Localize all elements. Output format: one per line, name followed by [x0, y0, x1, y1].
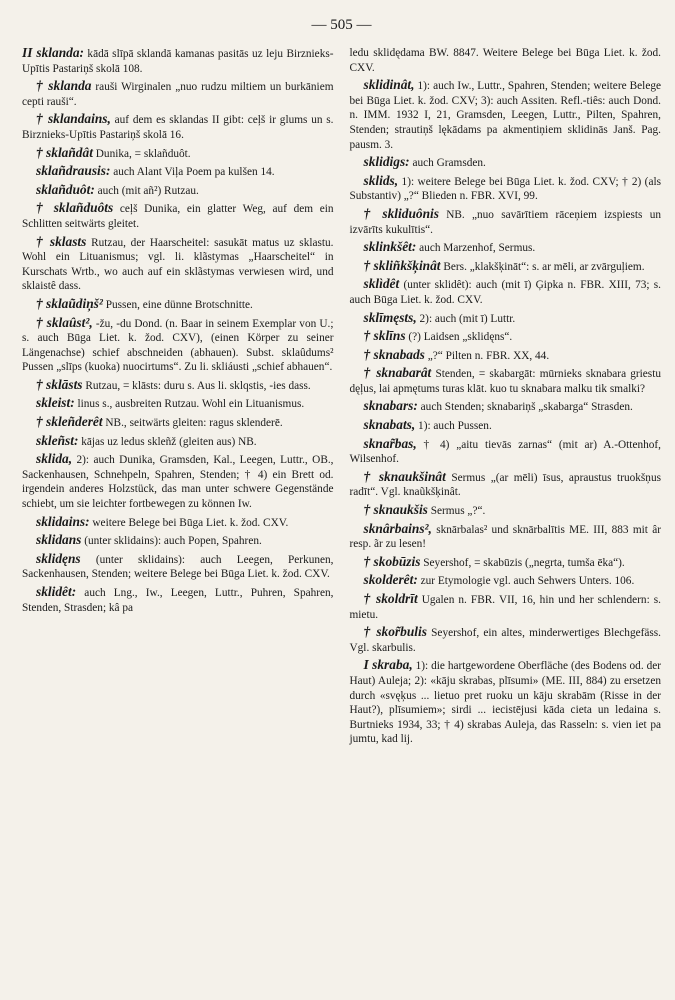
entry-definition: (?) Laidsen „sklidęns“.	[405, 331, 513, 344]
entry-headword: † skobūzis	[363, 553, 421, 569]
entry-definition: Rutzau, der Haarscheitel: sasukāt matus uz sklastu. Wohl ein Lituanismus; vgl. li. klãstymas „Haarscheitel“ in Kurschats Wrtb., wo auch auf ein sklãstymas verwiesen wird, und sklaistê dass.	[22, 236, 334, 293]
dictionary-entry	[350, 522, 662, 552]
entry-definition: 1): weitere Belege bei Būga Liet. k. žod. CXV; † 2) (als Substantiv) „?“ Blieden n. FBR. XVI, 99.	[349, 175, 661, 203]
entry-headword: † sknabads	[363, 346, 425, 362]
entry-headword: † sklañduôts	[36, 200, 114, 216]
entry-headword: sklīmęsts,	[363, 309, 417, 325]
dictionary-entry	[350, 658, 662, 747]
entry-definition: Bers. „klakšķināt“: s. ar mēli, ar zvārguļiem.	[440, 260, 645, 273]
entry-headword: † sknabarât	[363, 365, 432, 381]
entry-definition: rauši Wirginalen „nuo rudzu miltiem un burkāniem cepti rauši“.	[22, 81, 334, 108]
entry-definition: Seyershof, = skabūzis („negrta, tumša ēka“).	[420, 556, 625, 569]
dictionary-entry	[350, 470, 662, 500]
dictionary-entry	[350, 174, 662, 204]
dictionary-entry	[22, 316, 334, 375]
entry-definition: weitere Belege bei Būga Liet. k. žod. CXV.	[89, 516, 289, 529]
dictionary-entry	[22, 112, 334, 142]
entry-definition: kājas uz ledus skleñž (gleiten aus) NB.	[78, 435, 257, 448]
entry-definition: ceļš Dunika, ein glatter Weg, auf dem ein Schlitten seitwärts gleitet.	[22, 203, 334, 230]
entry-headword: † skor̃bulis	[363, 624, 427, 640]
dictionary-entry	[22, 235, 334, 294]
entry-definition: auch Alant Viļa Poem pa kulšen 14.	[110, 166, 275, 179]
entry-definition: „?“ Pilten n. FBR. XX, 44.	[424, 349, 550, 362]
dictionary-entry	[22, 146, 334, 162]
entry-headword: skolderêt:	[363, 572, 418, 588]
entry-definition: Pussen, eine dünne Brotschnitte.	[102, 298, 253, 311]
entry-headword: skleñst:	[36, 432, 79, 448]
entry-headword: † sklasts	[36, 233, 87, 249]
dictionary-entry	[22, 183, 334, 199]
dictionary-entry	[22, 515, 334, 531]
entry-definition: 2): auch (mit ī) Luttr.	[416, 312, 516, 325]
entry-headword: † sklaũdiņš²	[36, 295, 103, 311]
page-number: — 505 —	[311, 17, 372, 33]
entry-headword: † sklaûst²,	[36, 314, 93, 330]
dictionary-entry	[350, 311, 662, 327]
entry-headword: † skliñkšķinât	[363, 257, 441, 273]
entry-definition: Seyershof, ein altes, minderwertiges Blechgefäss. Vgl. skarbulis.	[349, 627, 662, 654]
entry-definition: ledu sklidędama BW. 8847. Weitere Belege bei Būga Liet. k. žod. CXV.	[349, 47, 661, 74]
entry-headword: † sknaukšinât	[363, 468, 446, 484]
entry-headword: † skliduônis	[363, 205, 439, 221]
dictionary-entry	[22, 201, 334, 231]
entry-headword: sklinkšêt:	[363, 239, 417, 255]
entry-definition: NB., seitwärts gleiten: ragus sklenderē.	[102, 417, 283, 430]
dictionary-entry	[350, 418, 662, 434]
entry-definition: auch Lng., Iw., Leegen, Luttr., Puhren, Spahren, Stenden, Strasden; kâ pa	[22, 587, 334, 614]
entry-definition: Sermus „?“.	[427, 505, 486, 518]
dictionary-entry	[350, 503, 662, 519]
entry-headword: † sklāsts	[36, 376, 83, 392]
dictionary-entry	[350, 240, 662, 256]
entry-definition: auch (mit añ²) Rutzau.	[94, 184, 199, 197]
dictionary-entry	[350, 573, 662, 589]
entry-definition: (unter sklidains): auch Popen, Spahren.	[81, 535, 262, 548]
entry-headword: sklidinât,	[363, 77, 415, 93]
dictionary-entry	[350, 366, 662, 396]
entry-headword: † sklandains,	[36, 111, 111, 127]
entry-definition: auch Stenden; sknabariņš „skabarga“ Strasden.	[417, 401, 633, 414]
entry-definition: kādā slīpā sklandā kamanas pasitās uz leju Birznieks-Upītis Pastariņš skolā 108.	[22, 48, 334, 75]
entry-headword: II sklanda:	[22, 45, 84, 60]
entry-definition: (unter sklidêt): auch (mit ī) Ģipka n. FBR. XIII, 73; s. auch Būga Liet. k. žod. CXV.	[349, 279, 661, 306]
entry-headword: † sknaukšis	[363, 502, 428, 518]
dictionary-entry	[22, 378, 334, 394]
entry-headword: sklañduôt:	[36, 181, 95, 197]
right-column	[350, 46, 662, 750]
dictionary-entry	[350, 399, 662, 415]
entry-definition: NB. „nuo savārītiem rāceņiem izspiests un izvārīts kukulītis“.	[349, 208, 661, 236]
entry-definition: Stenden, = skabargāt: mūrnieks sknabara griestu dęļus, lai apmętums turas klāt. kuo tu sknabara malku tik smalki?	[349, 368, 661, 395]
entry-definition: linus s., ausbreiten Rutzau. Wohl ein Lituanismus.	[74, 398, 305, 411]
dictionary-entry	[22, 552, 334, 582]
dictionary-entry	[350, 46, 662, 75]
dictionary-entry	[22, 434, 334, 450]
entry-definition: (unter sklidains): auch Leegen, Perkunen, Sackenhausen, Stenden; weitere Belege bei Būga Liet. k. žod. CXV.	[22, 553, 334, 581]
dictionary-entry	[350, 348, 662, 364]
entry-headword: sknabars:	[363, 398, 418, 414]
entry-definition: 2): auch Dunika, Gramsden, Kal., Leegen, Luttr., OB., Sackenhausen, Schnehpeln, Spahren, Stenden; † 4) ein Brett od. irgendein anderes Holzstück, das man unter schwere Gegenstände schiebt, um sie leichter fortbewegen zu können Iw.	[22, 454, 334, 511]
dictionary-entry	[350, 78, 662, 152]
entry-definition: auch Gramsden.	[409, 157, 486, 170]
entry-headword: sklidêt:	[36, 584, 77, 599]
entry-definition: 1): auch Pussen.	[415, 420, 492, 433]
entry-definition: Rutzau, = klāsts: duru s. Aus li. sklqstis, -ies dass.	[82, 379, 311, 392]
entry-headword: sklañdrausis:	[36, 163, 111, 179]
entry-definition: 1): auch Iw., Luttr., Spahren, Stenden; weitere Belege bei Būga Liet. k. žod. CXV; 3): auch Assiten. Refl.-tiês: auch Dond. n. IMM. 1932 I, 21, Gramsden, Leegen, Luttr., Pilten, Spahren, Stenden; strautiņš lękādams pa akmentiņiem sklidinās Janš. Pag. pausm. 3.	[349, 80, 661, 151]
entry-definition: -žu, -du Dond. (n. Baar in seinem Exemplar von U.; s. auch Būga Liet. k. žod. CXV), (einen Körper zu seiner Längenachse) schief abschneiden (abhauen). Subst. sklaûdums² Pussen „slīps (kuoka) nuocirtums“. Zu li. skliáusti „schief abhauen“.	[22, 317, 334, 374]
dictionary-entry	[22, 585, 334, 615]
dictionary-entry	[22, 415, 334, 431]
dictionary-entry	[350, 625, 662, 655]
dictionary-entry	[350, 592, 662, 622]
dictionary-entry	[350, 329, 662, 345]
entry-definition: Dunika, = sklañduôt.	[92, 147, 191, 160]
entry-definition: Sermus „(ar mēli) īsus, apraustus truokšņus radīt“. Vgl. knaũkšķinât.	[349, 471, 661, 499]
entry-headword: † sklanda	[36, 78, 92, 94]
entry-headword: † sklīns	[363, 328, 406, 344]
entry-definition: 1): die hartgewordene Oberfläche (des Bodens od. der Haut) Auleja; 2): «kāju skrabas, plīsumi» (ME. III, 884) zu ersetzen durch «svęķus ... lietuo pret ruoku un kāju skrabām (Risse in der Haut?), plīsumiem»; sirdi ... iecistējusi kāda cieta un ledaina s. Burtnieks 1934, 33; † 4) skrabas Auleja, das Rasseln: s. vien iet pa jumtu, kad lij.	[349, 660, 661, 746]
dictionary-entry	[350, 155, 662, 171]
dictionary-entry	[22, 533, 334, 549]
left-column	[22, 46, 334, 750]
dictionary-entry	[22, 79, 334, 109]
entry-headword: sklidains:	[36, 513, 90, 529]
columns	[22, 46, 661, 750]
entry-headword: † sklañdât	[36, 144, 93, 160]
entry-headword: † skleñderêt	[36, 414, 103, 430]
entry-definition: sknārbalas² und sknārbalītis ME. III, 883 mit âr resp. ãr zu lesen!	[349, 523, 661, 551]
dictionary-entry	[350, 277, 662, 307]
dictionary-entry	[350, 259, 662, 275]
entry-headword: sklidigs:	[363, 154, 410, 170]
dictionary-entry	[350, 555, 662, 571]
entry-headword: sknârbains²,	[363, 520, 432, 536]
entry-headword: skleist:	[36, 395, 75, 411]
entry-headword: I skraba,	[363, 657, 413, 673]
entry-headword: sknar̃bas,	[363, 435, 417, 451]
entry-headword: sklida,	[36, 451, 73, 467]
entry-headword: sklids,	[363, 172, 399, 188]
dictionary-entry	[22, 396, 334, 412]
entry-definition: zur Etymologie vgl. auch Sehwers Unters. 106.	[417, 575, 635, 588]
dictionary-entry	[22, 452, 334, 511]
dictionary-entry	[22, 297, 334, 313]
dictionary-entry	[350, 437, 662, 467]
entry-headword: sklìdêt	[363, 276, 400, 292]
entry-headword: sklidans	[36, 532, 82, 548]
dictionary-entry	[350, 207, 662, 237]
entry-definition: † 4) „aitu tievās zarnas“ (mit ar) A.-Ottenhof, Wilsenhof.	[349, 438, 661, 466]
entry-definition: Ugalen n. FBR. VII, 16, hin und her schlendern: s. mietu.	[349, 594, 661, 621]
entry-definition: auch Marzenhof, Sermus.	[416, 242, 536, 255]
entry-headword: sklidęns	[36, 550, 81, 566]
entry-headword: sknabats,	[363, 417, 416, 433]
dictionary-entry	[22, 46, 334, 76]
entry-definition: auf dem es sklandas II gibt: ceļš ir glums un s. Birznieks-Upītis Pastariņš skolā 16.	[22, 114, 334, 141]
entry-headword: † skoldrīt	[363, 591, 418, 606]
dictionary-entry	[22, 164, 334, 180]
